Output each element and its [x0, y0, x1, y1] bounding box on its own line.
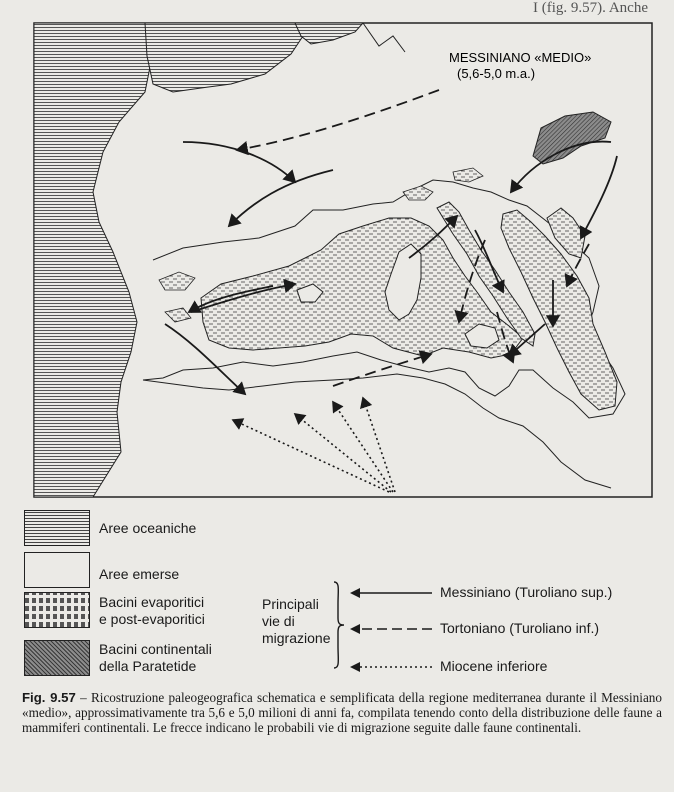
caption-label: Fig. 9.57	[22, 690, 76, 705]
legend-ocean-text: Aree oceaniche	[99, 520, 197, 536]
legend-swatch-land	[24, 552, 90, 588]
legend-evaporitic-line1: Bacini evaporitici	[99, 594, 205, 610]
migration-row-miocene	[348, 658, 648, 676]
legend-evaporitic	[99, 594, 205, 628]
migration-label-line2: vie di	[262, 613, 295, 629]
previous-page-text	[0, 0, 674, 22]
legend-swatch-ocean	[24, 510, 90, 546]
tortoniano-label: Tortoniano (Turoliano inf.)	[440, 620, 600, 636]
legend-land-text: Aree emerse	[99, 566, 180, 582]
legend-land	[99, 566, 179, 583]
legend-swatch-paratethys	[24, 640, 90, 676]
messiniano-line-symbol	[348, 584, 434, 602]
map-title-line1: MESSINIANO «MEDIO»	[449, 50, 592, 65]
migration-row-messiniano	[348, 584, 648, 602]
migration-brace	[332, 580, 346, 670]
map-title-line2: (5,6-5,0 m.a.)	[457, 66, 536, 81]
migration-label-line1: Principali	[262, 596, 319, 612]
miocene-label: Miocene inferiore	[440, 658, 548, 674]
migration-group-label	[262, 596, 330, 647]
tortoniano-line-symbol	[348, 620, 434, 638]
paleogeographic-map	[33, 22, 653, 498]
legend-paratethys	[99, 641, 212, 675]
legend-paratethys-line2: della Paratetide	[99, 658, 197, 674]
migration-label-line3: migrazione	[262, 630, 331, 646]
top-bleed-text: I (fig. 9.57). Anche	[533, 0, 648, 16]
legend-evaporitic-line2: e post-evaporitici	[99, 611, 205, 627]
messiniano-label: Messiniano (Turoliano sup.)	[440, 584, 613, 600]
legend-ocean	[99, 520, 196, 537]
miocene-line-symbol	[348, 658, 434, 676]
migration-row-tortoniano	[348, 620, 648, 638]
caption-text: – Ricostruzione paleogeografica schematica e semplificata della regione mediterranea durante il Messiniano «medio», approssimativamente tra 5,6 e 5,0 milioni di anni fa, compilata tenendo conto della distribuzione delle faune a mammiferi continentali. Le frecce indicano le probabili vie di migrazione seguite dalle faune continentali.	[22, 690, 662, 735]
legend-swatch-evaporitic	[24, 592, 90, 628]
legend-paratethys-line1: Bacini continentali	[99, 641, 212, 657]
figure-caption	[22, 690, 662, 735]
